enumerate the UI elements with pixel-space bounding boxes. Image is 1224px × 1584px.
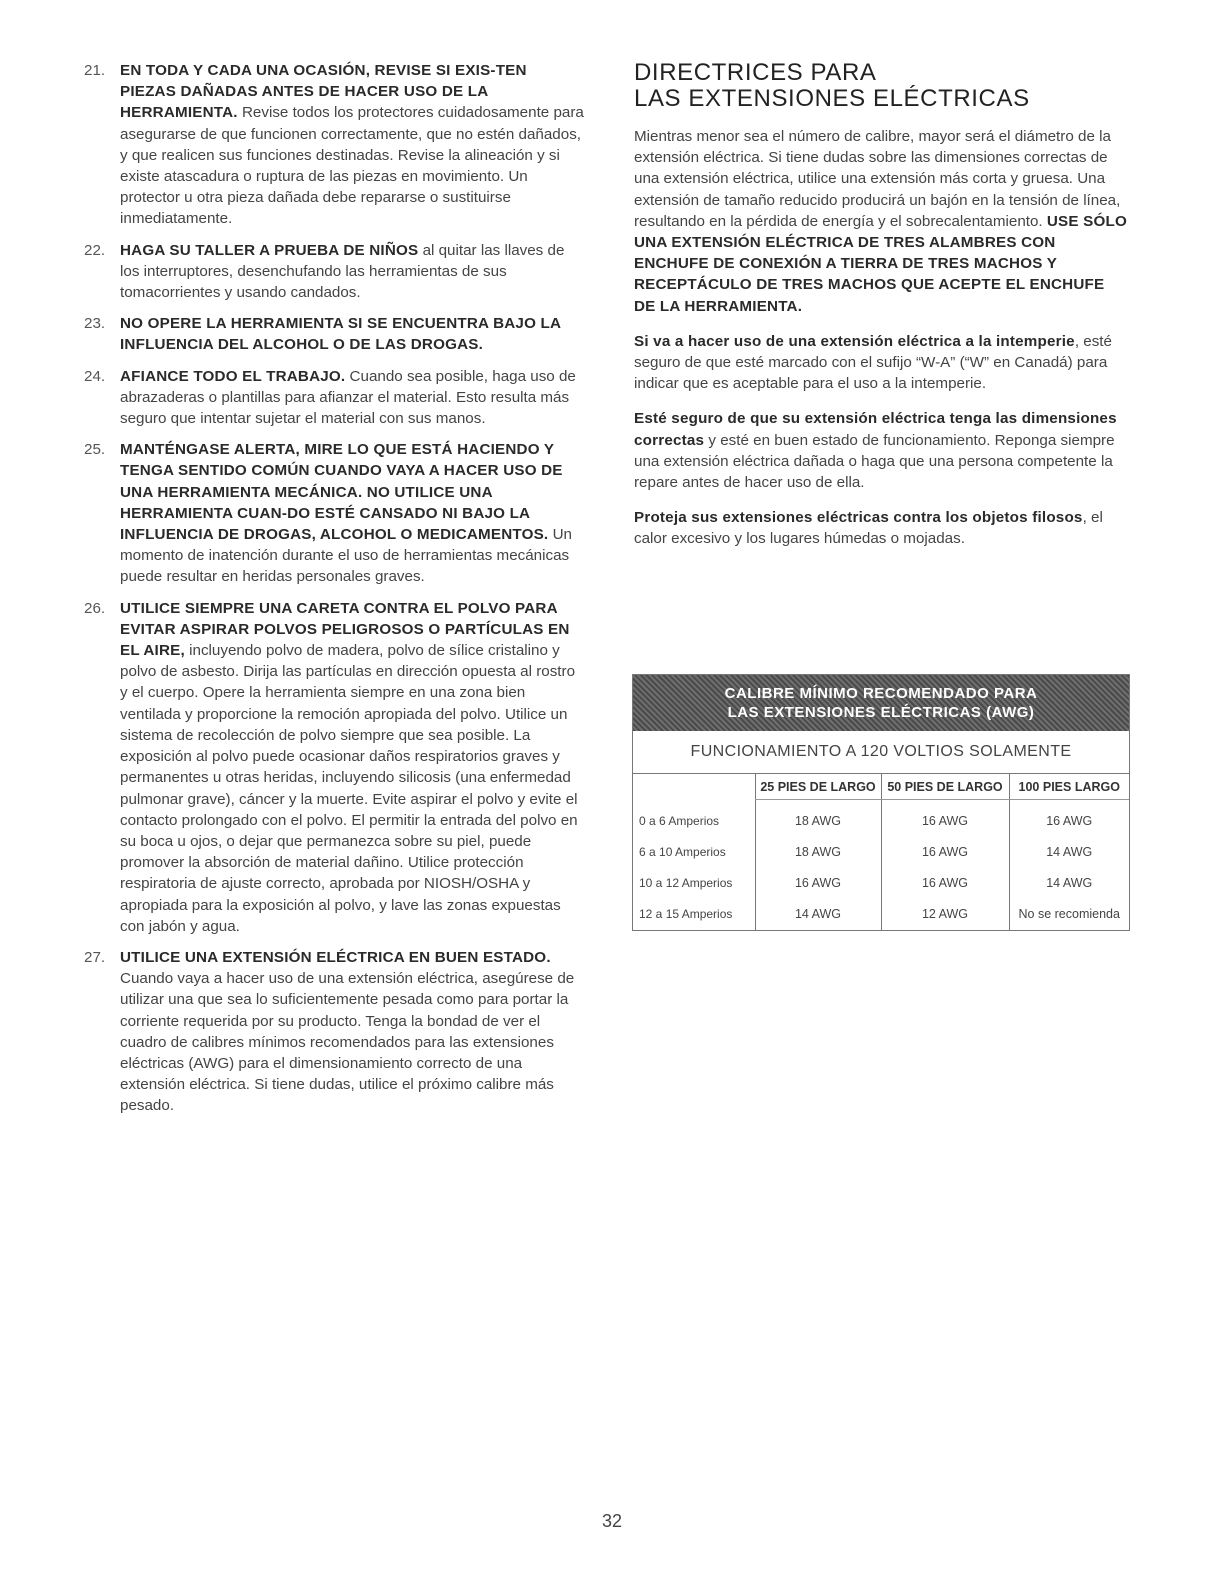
awg-column-header: 50 PIES DE LARGO [881,774,1009,800]
awg-cell: No se recomienda [1009,899,1129,930]
paragraph-text: y esté en buen estado de funcionamiento. Reponga siempre una extensión eléctrica dañada o haga que una persona competente la repare antes de hacer uso de ella. [634,431,1115,492]
awg-cell: 16 AWG [881,868,1009,899]
safety-rules-column [84,60,584,1127]
awg-table-row [633,899,1129,930]
awg-cell: 16 AWG [881,837,1009,868]
awg-cell: 18 AWG [755,800,881,838]
rule-heading: AFIANCE TODO EL TRABAJO. [120,367,346,385]
awg-table-header-row [633,774,1129,800]
rule-text: al quitar las llaves de los interruptores, desenchufando las herramientas de sus tomacorrientes y usando candados. [120,241,565,302]
awg-amperage: 10 a 12 Amperios [639,876,733,890]
rule-item [84,313,584,355]
awg-amperage: 0 a 6 Amperios [639,813,720,828]
paragraph-bold: Proteja sus extensiones eléctricas contra los objetos filosos [634,509,1083,527]
awg-cell: 14 AWG [1009,868,1129,899]
rule-heading: HAGA SU TALLER A PRUEBA DE NIÑOS [120,241,419,259]
rule-text: Un momento de inatención durante el uso de herramientas mecánicas puede resultar en heridas personales graves. [120,526,572,586]
safety-rules-list [84,60,584,1117]
paragraph-text: , el calor excesivo y los lugares húmedas o mojadas. [634,509,1103,548]
awg-chart-header [633,675,1129,731]
rule-text: Cuando vaya a hacer uso de una extensión eléctrica, asegúrese de utilizar una que sea lo suficientemente pesada como para portar la corriente requerida por su producto. Tenga la bondad de ver el cuadro de calibres mínimos recomendados para las extensiones eléctricas (AWG) para el dimensionamiento correcto de una extensión eléctrica. Si tiene dudas, utilice el próximo calibre más pesado. [120,970,575,1115]
rule-item [84,598,584,937]
section-title-line1: DIRECTRICES PARA [634,59,877,86]
rule-heading: MANTÉNGASE ALERTA, MIRE LO QUE ESTÁ HACIENDO Y TENGA SENTIDO COMÚN CUANDO VAYA A HACER USO DE UNA HERRAMIENTA MECÁNICA. NO UTILICE UNA HERRAMIENTA CUAN-DO ESTÉ CANSADO NI BAJO LA INFLUENCIA DE DROGAS, ALCOHOL O MEDICAMENTOS. [120,441,563,544]
page-number: 32 [601,1511,623,1531]
awg-cell: 16 AWG [755,868,881,899]
paragraph-dimensions [634,408,1130,493]
awg-table-row [633,868,1129,899]
awg-table-row [633,837,1129,868]
rule-number: 24. [84,367,106,385]
section-title [634,60,1130,112]
rule-number: 21. [84,62,106,79]
awg-table-row [633,800,1129,838]
paragraph-protect [634,507,1130,549]
awg-amperage: 6 a 10 Amperios [639,845,726,859]
paragraph-text: Mientras menor sea el número de calibre, mayor será el diámetro de la extensión eléctrica. Si tiene dudas sobre las dimensiones correctas de una extensión eléctrica, utilice una extensión más corta y gruesa. Una extensión de tamaño reducido producirá un bajón en la tensión de línea, resultando en la pérdida de energía y el sobrecalentamiento. [634,128,1121,230]
awg-column-header: 100 PIES LARGO [1009,774,1129,800]
rule-item [84,439,584,587]
awg-cell: 14 AWG [755,899,881,930]
awg-cell: 16 AWG [881,800,1009,838]
extension-guidelines-column [634,60,1130,564]
awg-cell: 18 AWG [755,837,881,868]
rule-item [84,240,584,304]
paragraph-gauge [634,126,1130,317]
awg-cell: 14 AWG [1009,837,1129,868]
awg-chart-subtitle: FUNCIONAMIENTO A 120 VOLTIOS SOLAMENTE [633,731,1129,774]
rule-heading: UTILICE SIEMPRE UNA CARETA CONTRA EL POLVO PARA EVITAR ASPIRAR POLVOS PELIGROSOS O PARTÍCULAS EN EL AIRE, [120,599,570,660]
rule-text: Revise todos los protectores cuidadosamente para asegurarse de que funcionen correctamente, que no estén dañados, y que realicen sus funciones destinadas. Revise la alineación y si existe atascadura o ruptura de las piezas en movimiento. Un protector u otra pieza dañada debe repararse o sustituirse inmediatamente. [120,104,584,228]
rule-item [84,366,584,430]
rule-number: 25. [84,441,106,459]
rule-number: 23. [84,315,106,333]
rule-item [84,60,584,230]
paragraph-bold: Si va a hacer uso de una extensión eléctrica a la intemperie [634,332,1075,350]
awg-cell: 16 AWG [1009,800,1129,838]
awg-table [633,774,1129,930]
awg-chart [632,674,1130,931]
awg-cell: 12 AWG [881,899,1009,930]
awg-header-line1: CALIBRE MÍNIMO RECOMENDADO PARA [724,685,1038,702]
awg-header-blank [633,774,755,800]
rule-heading: EN TODA Y CADA UNA OCASIÓN, REVISE SI EXIS-TEN PIEZAS DAÑADAS ANTES DE HACER USO DE LA HERRAMIENTA. [120,62,527,122]
rule-heading: UTILICE UNA EXTENSIÓN ELÉCTRICA EN BUEN ESTADO. [120,948,551,966]
paragraph-bold: Esté seguro de que su extensión eléctrica tenga las dimensiones correctas [634,410,1117,449]
awg-column-header: 25 PIES DE LARGO [755,774,881,800]
paragraph-text: , esté seguro de que esté marcado con el sufijo “W-A” (“W” en Canadá) para indicar que es aceptable para el uso a la intemperie. [634,332,1112,393]
paragraph-bold: USE SÓLO UNA EXTENSIÓN ELÉCTRICA DE TRES ALAMBRES CON ENCHUFE DE CONEXIÓN A TIERRA DE TRES MACHOS Y RECEPTÁCULO DE TRES MACHOS QUE ACEPTE EL ENCHUFE DE LA HERRAMIENTA. [634,212,1127,315]
rule-heading: NO OPERE LA HERRAMIENTA SI SE ENCUENTRA BAJO LA INFLUENCIA DEL ALCOHOL O DE LAS DROGAS. [120,315,561,354]
rule-text: Cuando sea posible, haga uso de abrazaderas o plantillas para afianzar el material. Esto resulta más seguro que intentar sujetar el material con sus manos. [120,367,576,428]
rule-number: 26. [84,599,106,617]
rule-number: 22. [84,241,106,259]
rule-text: incluyendo polvo de madera, polvo de sílice cristalino y polvo de asbesto. Dirija las partículas en dirección opuesta al rostro y el cuerpo. Opere la herramienta siempre en una zona bien ventilada y proporcione la remoción apropiada del polvo. Utilice un sistema de recolección de polvo siempre que sea posible. La exposición al polvo puede ocasionar daños respiratorios graves y permanentes u otras heridas, incluyendo silicosis (una enfermedad pulmonar grave), cáncer y la muerte. Evite aspirar el polvo y evite el contacto prolongado con el polvo. El permitir la entrada del polvo en su boca u ojos, o dejar que permanezca sobre su piel, puede promover la absorción de material dañino. Utilice protección respiratoria de ajuste correcto, aprobada por NIOSH/OSHA y apropiada para la exposición al polvo, y lave las zonas expuestas con jabón y agua. [120,642,578,935]
section-title-line2: LAS EXTENSIONES ELÉCTRICAS [634,85,1030,112]
awg-header-line2: LAS EXTENSIONES ELÉCTRICAS (AWG) [727,704,1035,721]
paragraph-outdoor [634,331,1130,395]
rule-number: 27. [84,948,106,966]
awg-amperage: 12 a 15 Amperios [639,907,733,921]
rule-item [84,947,584,1117]
